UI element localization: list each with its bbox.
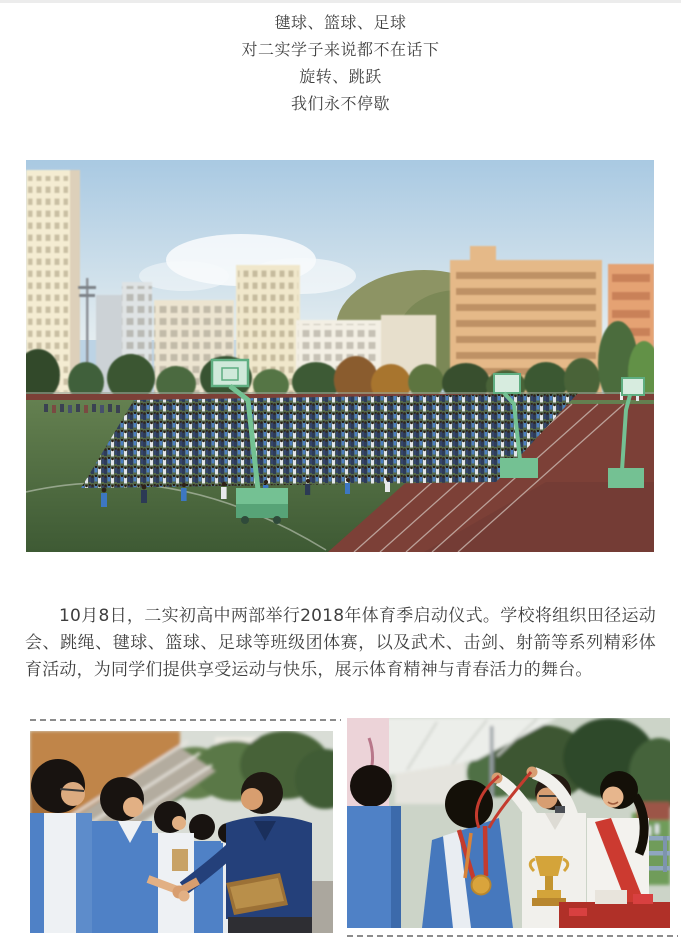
sports-field-assembly-art	[26, 160, 654, 552]
sports-field-assembly-photo[interactable]	[26, 160, 654, 552]
intro-verse	[0, 9, 681, 117]
dashed-divider-top-left	[30, 719, 341, 721]
intro-line-2: 对二实学子来说都不在话下	[241, 40, 440, 59]
intro-line-3: 旋转、跳跃	[299, 67, 382, 86]
article-paragraph: 10月8日，二实初高中两部举行2018年体育季启动仪式。学校将组织田径运动会、跳绳、毽球、篮球、足球等班级团体赛，以及武术、击剑、射箭等系列精彩体育活动，为同学们提供享受运动与快乐，展示体育精神与青春活力的舞台。	[25, 606, 656, 680]
page-top-border	[0, 0, 681, 3]
medal-ceremony-art	[347, 718, 670, 928]
certificate-handshake-art	[30, 731, 333, 933]
certificate-handshake-photo[interactable]	[30, 731, 333, 933]
intro-line-1: 毽球、篮球、足球	[274, 13, 407, 32]
student-1	[30, 759, 92, 933]
dashed-divider-bottom-right	[347, 935, 678, 937]
medal-ceremony-photo[interactable]	[347, 718, 670, 928]
intro-line-4: 我们永不停歇	[290, 94, 390, 113]
